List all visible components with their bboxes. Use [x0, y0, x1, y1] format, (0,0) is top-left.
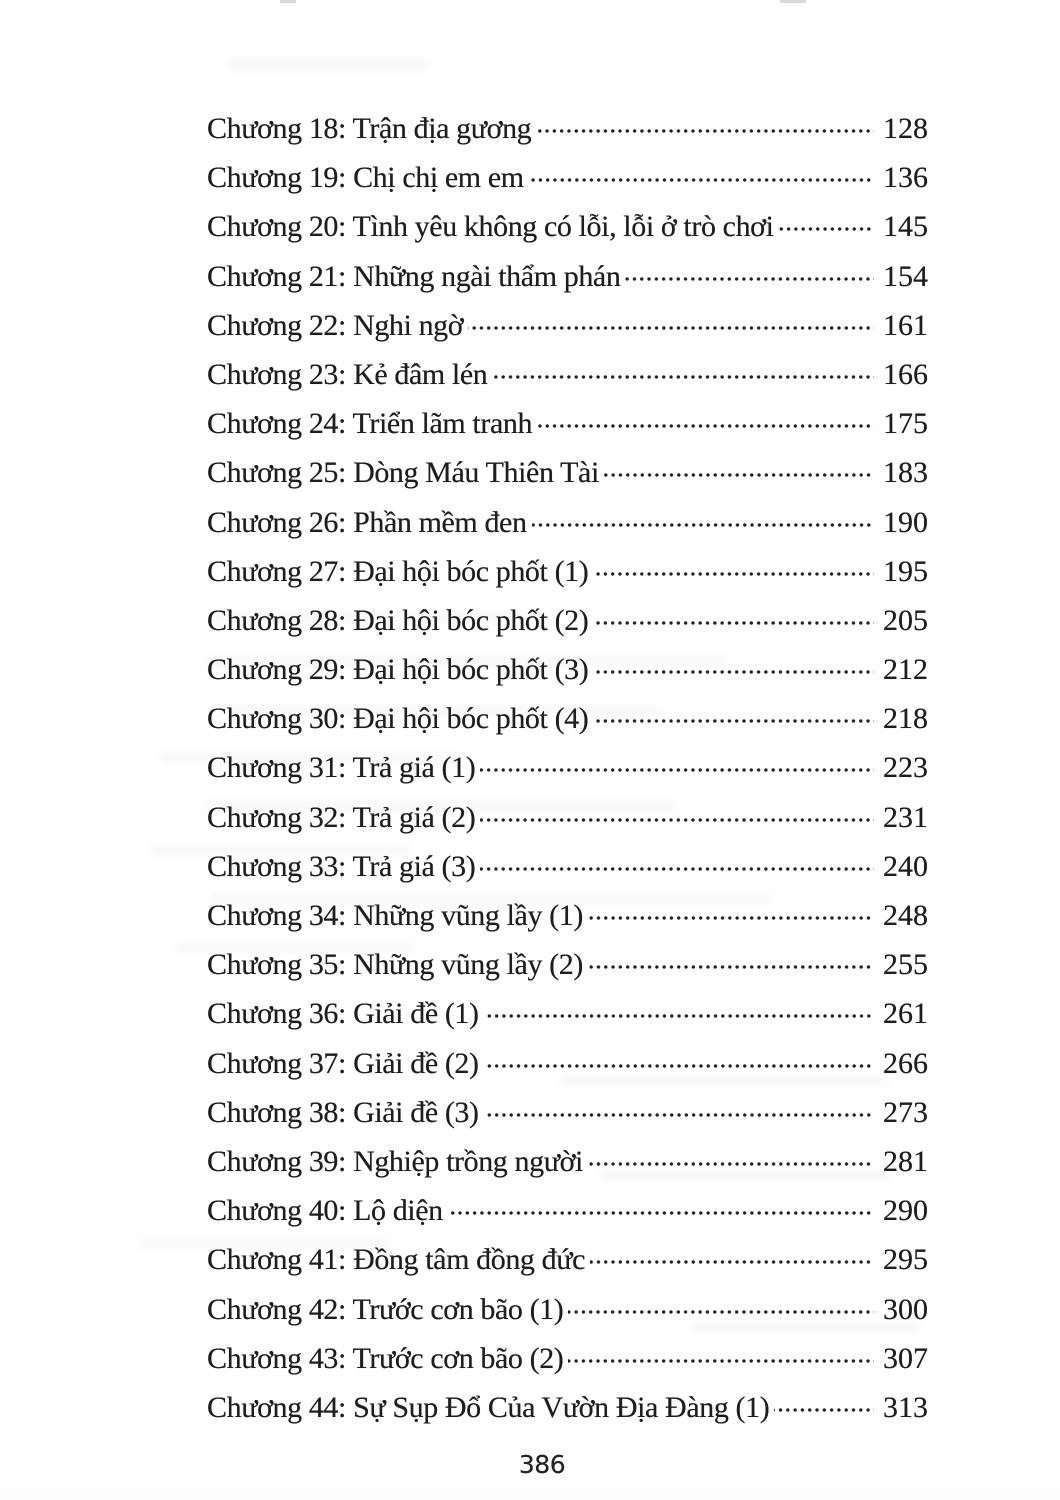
- toc-entry: [207, 1096, 928, 1145]
- toc-entry-title: Chương 30: Đại hội bóc phốt (4): [207, 702, 589, 736]
- toc-entry-title: Chương 22: Nghi ngờ: [207, 308, 464, 342]
- toc-entry-page-number: 145: [883, 210, 928, 244]
- toc-entry-title: Chương 27: Đại hội bóc phốt (1): [207, 554, 589, 588]
- toc-entry-page-number: 307: [883, 1341, 928, 1375]
- toc-entry-page-number: 218: [883, 702, 928, 736]
- toc-entry-title: Chương 26: Phần mềm đen: [207, 505, 527, 539]
- toc-entry-page-number: 195: [883, 554, 928, 588]
- toc-entry-page-number: 212: [883, 653, 928, 687]
- toc-entry: [207, 801, 928, 850]
- dot-leader: [480, 768, 874, 772]
- dot-leader: [604, 473, 874, 477]
- toc-entry: [207, 1243, 928, 1292]
- toc-entry: [207, 948, 928, 997]
- toc-entry-page-number: 261: [883, 997, 928, 1031]
- dot-leader: [593, 670, 874, 674]
- dot-leader: [568, 1359, 874, 1363]
- toc-entry: [207, 653, 928, 702]
- toc-entry-page-number: 313: [883, 1390, 928, 1424]
- toc-entry-title: Chương 24: Triển lãm tranh: [207, 407, 533, 441]
- dot-leader: [484, 1014, 874, 1018]
- toc-entry: [207, 1391, 928, 1440]
- dot-leader: [484, 1113, 874, 1117]
- dot-leader: [536, 129, 874, 133]
- dot-leader: [588, 916, 874, 920]
- toc-entry-title: Chương 33: Trả giá (3): [207, 849, 476, 883]
- dot-leader: [468, 326, 874, 330]
- toc-entry: [207, 309, 928, 358]
- dot-leader: [588, 965, 874, 969]
- toc-entry-title: Chương 38: Giải đề (3): [207, 1095, 479, 1129]
- toc-entry-page-number: 136: [883, 161, 928, 195]
- dot-leader: [590, 1260, 874, 1264]
- toc-entry: [207, 997, 928, 1046]
- toc-entry: [207, 751, 928, 800]
- toc-entry-page-number: 248: [883, 899, 928, 932]
- dot-leader: [588, 1162, 874, 1166]
- toc-entry-title: Chương 42: Trước cơn bão (1): [207, 1292, 564, 1326]
- toc-entry-title: Chương 20: Tình yêu không có lỗi, lỗi ở trò chơi: [207, 210, 774, 244]
- toc-entry-title: Chương 29: Đại hội bóc phốt (3): [207, 653, 589, 687]
- toc-entry-page-number: 273: [883, 1095, 928, 1129]
- toc-entry-title: Chương 44: Sự Sụp Đổ Của Vườn Địa Đàng (1): [207, 1390, 770, 1424]
- toc-entry-page-number: 166: [883, 357, 928, 391]
- page-number-footer: 386: [518, 1450, 566, 1479]
- dot-leader: [492, 375, 874, 379]
- toc-entry-page-number: 240: [883, 849, 928, 883]
- toc-entry-title: Chương 39: Nghiệp trồng người: [207, 1144, 583, 1178]
- dot-leader: [779, 227, 874, 231]
- toc-entry: [207, 850, 928, 899]
- toc-entry-page-number: 205: [883, 603, 928, 637]
- toc-entry-title: Chương 37: Giải đề (2): [207, 1046, 479, 1080]
- toc-entry: [207, 260, 928, 309]
- toc-entry-title: Chương 23: Kẻ đâm lén: [207, 357, 488, 391]
- toc-entry-title: Chương 28: Đại hội bóc phốt (2): [207, 603, 589, 637]
- toc-entry-title: Chương 21: Những ngài thẩm phán: [207, 259, 621, 293]
- toc-entry-page-number: 128: [883, 112, 928, 145]
- toc-entry: [207, 555, 928, 604]
- toc-entry: [207, 407, 928, 456]
- toc-entry-title: Chương 40: Lộ diện: [207, 1194, 443, 1228]
- toc-entry-page-number: 266: [883, 1046, 928, 1080]
- toc-entry-title: Chương 36: Giải đề (1): [207, 997, 479, 1031]
- toc-entry-title: Chương 35: Những vũng lầy (2): [207, 948, 583, 982]
- toc-entry-title: Chương 19: Chị chị em em: [207, 161, 524, 195]
- toc-entry: [207, 1194, 928, 1243]
- dot-leader: [774, 1408, 874, 1412]
- table-of-contents: [207, 112, 928, 1440]
- toc-entry: [207, 161, 928, 210]
- toc-entry: [207, 456, 928, 505]
- dot-leader: [484, 1064, 874, 1068]
- dot-leader: [593, 572, 874, 576]
- dot-leader: [625, 277, 874, 281]
- dot-leader: [480, 818, 874, 822]
- toc-entry-page-number: 190: [883, 505, 928, 539]
- toc-entry-page-number: 255: [883, 948, 928, 982]
- toc-entry-page-number: 175: [883, 407, 928, 441]
- toc-entry: [207, 604, 928, 653]
- toc-entry-page-number: 295: [883, 1243, 928, 1277]
- toc-entry: [207, 112, 928, 161]
- dot-leader: [448, 1211, 874, 1215]
- toc-entry-title: Chương 41: Đồng tâm đồng đức: [207, 1243, 585, 1277]
- toc-entry-title: Chương 18: Trận địa gương: [207, 112, 532, 145]
- toc-entry: [207, 358, 928, 407]
- dot-leader: [593, 621, 874, 625]
- toc-entry-page-number: 231: [883, 800, 928, 834]
- dot-leader: [568, 1310, 874, 1314]
- toc-entry-title: Chương 34: Những vũng lầy (1): [207, 899, 583, 932]
- toc-entry-page-number: 290: [883, 1194, 928, 1228]
- toc-entry-title: Chương 43: Trước cơn bão (2): [207, 1341, 564, 1375]
- dot-leader: [529, 178, 874, 182]
- toc-entry-title: Chương 31: Trả giá (1): [207, 751, 476, 785]
- toc-entry-title: Chương 25: Dòng Máu Thiên Tài: [207, 456, 599, 490]
- toc-entry-page-number: 281: [883, 1144, 928, 1178]
- toc-entry: [207, 1342, 928, 1391]
- toc-entry-page-number: 161: [883, 308, 928, 342]
- toc-entry-page-number: 154: [883, 259, 928, 293]
- toc-entry: [207, 899, 928, 948]
- toc-entry-page-number: 223: [883, 751, 928, 785]
- toc-entry-title: Chương 32: Trả giá (2): [207, 800, 476, 834]
- toc-entry: [207, 1047, 928, 1096]
- toc-entry: [207, 1145, 928, 1194]
- toc-entry: [207, 210, 928, 259]
- toc-entry: [207, 506, 928, 555]
- dot-leader: [593, 719, 874, 723]
- toc-entry-page-number: 300: [883, 1292, 928, 1326]
- toc-entry: [207, 702, 928, 751]
- dot-leader: [532, 523, 874, 527]
- dot-leader: [480, 867, 874, 871]
- toc-entry-page-number: 183: [883, 456, 928, 490]
- toc-entry: [207, 1293, 928, 1342]
- dot-leader: [537, 424, 874, 428]
